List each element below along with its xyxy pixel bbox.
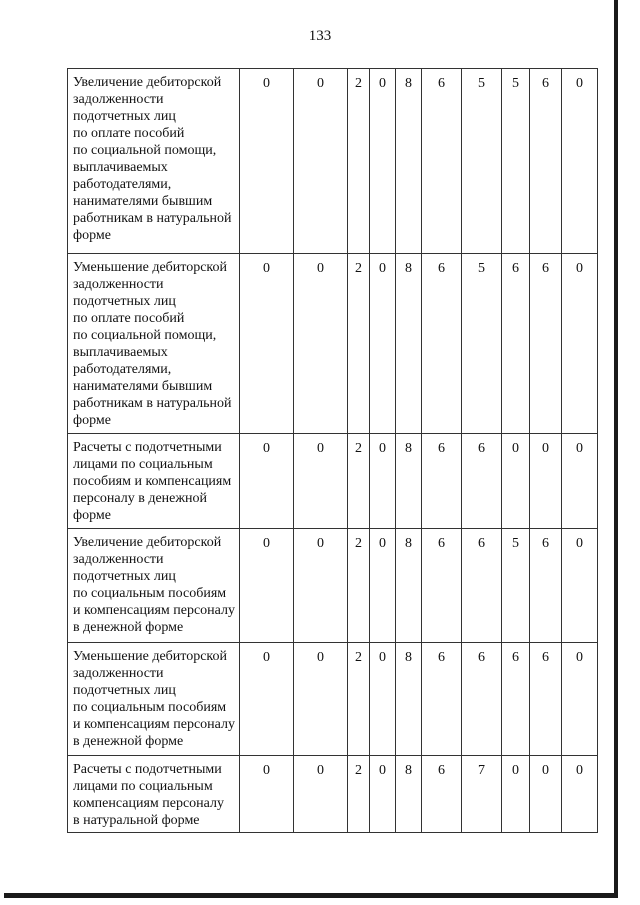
code-digit-cell: 6: [422, 756, 462, 833]
row-label-line: пособиям и компенсациям: [73, 474, 232, 489]
code-digit-cell: 6: [422, 529, 462, 643]
code-digit-cell: 6: [422, 643, 462, 756]
row-label-line: персоналу в денежной: [73, 491, 208, 506]
scan-edge-right: [614, 0, 618, 896]
row-label-line: Увеличение дебиторской: [73, 535, 222, 550]
row-label-line: задолженности: [73, 666, 164, 681]
row-label-line: Расчеты с подотчетными: [73, 440, 222, 455]
code-digit-cell: 0: [370, 434, 396, 529]
code-digit-cell: 6: [530, 643, 562, 756]
code-digit-cell: 0: [240, 756, 294, 833]
code-digit-cell: 8: [396, 434, 422, 529]
code-digit-cell: 0: [502, 756, 530, 833]
code-digit-cell: 0: [294, 756, 348, 833]
row-label-line: подотчетных лиц: [73, 569, 176, 584]
row-label-line: форме: [73, 508, 111, 523]
code-digit-cell: 0: [240, 643, 294, 756]
code-digit-cell: 2: [348, 756, 370, 833]
row-label-line: подотчетных лиц: [73, 109, 176, 124]
table-row: [68, 529, 598, 643]
code-digit-cell: 6: [502, 643, 530, 756]
row-label: [68, 756, 240, 833]
code-digit-cell: 5: [502, 69, 530, 254]
code-digit-cell: 0: [294, 434, 348, 529]
row-label-line: Уменьшение дебиторской: [73, 649, 228, 664]
code-digit-cell: 0: [562, 756, 598, 833]
row-label: [68, 69, 240, 254]
row-label-line: по оплате пособий: [73, 311, 185, 326]
row-label-line: по социальной помощи,: [73, 328, 217, 343]
code-digit-cell: 6: [422, 434, 462, 529]
code-digit-cell: 2: [348, 434, 370, 529]
row-label-line: работникам в натуральной: [73, 396, 232, 411]
row-label-line: лицами по социальным: [73, 779, 213, 794]
code-digit-cell: 6: [530, 69, 562, 254]
code-digit-cell: 2: [348, 254, 370, 434]
row-label-line: в денежной форме: [73, 620, 184, 635]
code-digit-cell: 0: [562, 254, 598, 434]
code-digit-cell: 6: [530, 529, 562, 643]
row-label-line: и компенсациям персоналу: [73, 717, 235, 732]
table-row: [68, 434, 598, 529]
row-label-line: по социальным пособиям: [73, 586, 227, 601]
code-digit-cell: 0: [240, 69, 294, 254]
row-label: [68, 254, 240, 434]
page-number: 133: [308, 28, 332, 44]
code-digit-cell: 6: [422, 69, 462, 254]
code-digit-cell: 0: [294, 69, 348, 254]
code-digit-cell: 6: [530, 254, 562, 434]
row-label-line: форме: [73, 228, 111, 243]
row-label-line: выплачиваемых: [73, 345, 168, 360]
code-digit-cell: 8: [396, 254, 422, 434]
code-digit-cell: 6: [462, 434, 502, 529]
row-label-line: форме: [73, 413, 111, 428]
row-label-line: подотчетных лиц: [73, 294, 176, 309]
code-digit-cell: 0: [530, 434, 562, 529]
row-label-line: нанимателями бывшим: [73, 194, 213, 209]
row-label-line: Увеличение дебиторской: [73, 75, 222, 90]
code-digit-cell: 0: [502, 434, 530, 529]
code-digit-cell: 2: [348, 529, 370, 643]
row-label-line: работникам в натуральной: [73, 211, 232, 226]
code-digit-cell: 0: [562, 69, 598, 254]
row-label-line: нанимателями бывшим: [73, 379, 213, 394]
row-label-line: задолженности: [73, 552, 164, 567]
table-row: [68, 756, 598, 833]
code-digit-cell: 2: [348, 643, 370, 756]
code-digit-cell: 6: [422, 254, 462, 434]
code-digit-cell: 5: [502, 529, 530, 643]
row-label-line: лицами по социальным: [73, 457, 213, 472]
code-digit-cell: 0: [370, 643, 396, 756]
code-digit-cell: 0: [240, 529, 294, 643]
row-label-line: в натуральной форме: [73, 813, 200, 828]
code-digit-cell: 0: [562, 434, 598, 529]
code-digit-cell: 5: [462, 69, 502, 254]
code-digit-cell: 0: [370, 756, 396, 833]
row-label: [68, 529, 240, 643]
table-row: [68, 643, 598, 756]
table-body: [68, 69, 598, 833]
row-label-line: Расчеты с подотчетными: [73, 762, 222, 777]
code-digit-cell: 8: [396, 643, 422, 756]
row-label-line: и компенсациям персоналу: [73, 603, 235, 618]
scan-edge-bottom: [4, 893, 618, 898]
code-digit-cell: 0: [294, 529, 348, 643]
row-label: [68, 434, 240, 529]
code-digit-cell: 0: [562, 529, 598, 643]
code-digit-cell: 0: [240, 434, 294, 529]
row-label-line: по социальной помощи,: [73, 143, 217, 158]
row-label-line: работодателями,: [73, 177, 172, 192]
code-digit-cell: 0: [370, 529, 396, 643]
code-digit-cell: 0: [562, 643, 598, 756]
row-label-line: выплачиваемых: [73, 160, 168, 175]
code-digit-cell: 8: [396, 69, 422, 254]
code-digit-cell: 5: [462, 254, 502, 434]
code-digit-cell: 8: [396, 756, 422, 833]
row-label: [68, 643, 240, 756]
row-label-line: Уменьшение дебиторской: [73, 260, 228, 275]
row-label-line: работодателями,: [73, 362, 172, 377]
code-digit-cell: 0: [370, 254, 396, 434]
row-label-line: по оплате пособий: [73, 126, 185, 141]
code-digit-cell: 0: [240, 254, 294, 434]
code-digit-cell: 0: [370, 69, 396, 254]
code-digit-cell: 2: [348, 69, 370, 254]
code-digit-cell: 6: [462, 529, 502, 643]
row-label-line: задолженности: [73, 277, 164, 292]
code-digit-cell: 7: [462, 756, 502, 833]
code-digit-cell: 6: [462, 643, 502, 756]
row-label-line: задолженности: [73, 92, 164, 107]
row-label-line: компенсациям персоналу: [73, 796, 224, 811]
code-digit-cell: 8: [396, 529, 422, 643]
row-label-line: в денежной форме: [73, 734, 184, 749]
row-label-line: по социальным пособиям: [73, 700, 227, 715]
code-digit-cell: 0: [530, 756, 562, 833]
table-row: [68, 69, 598, 254]
code-digit-cell: 6: [502, 254, 530, 434]
row-label-line: подотчетных лиц: [73, 683, 176, 698]
table-row: [68, 254, 598, 434]
code-digit-cell: 0: [294, 643, 348, 756]
code-digit-cell: 0: [294, 254, 348, 434]
accounts-table: [67, 68, 598, 833]
